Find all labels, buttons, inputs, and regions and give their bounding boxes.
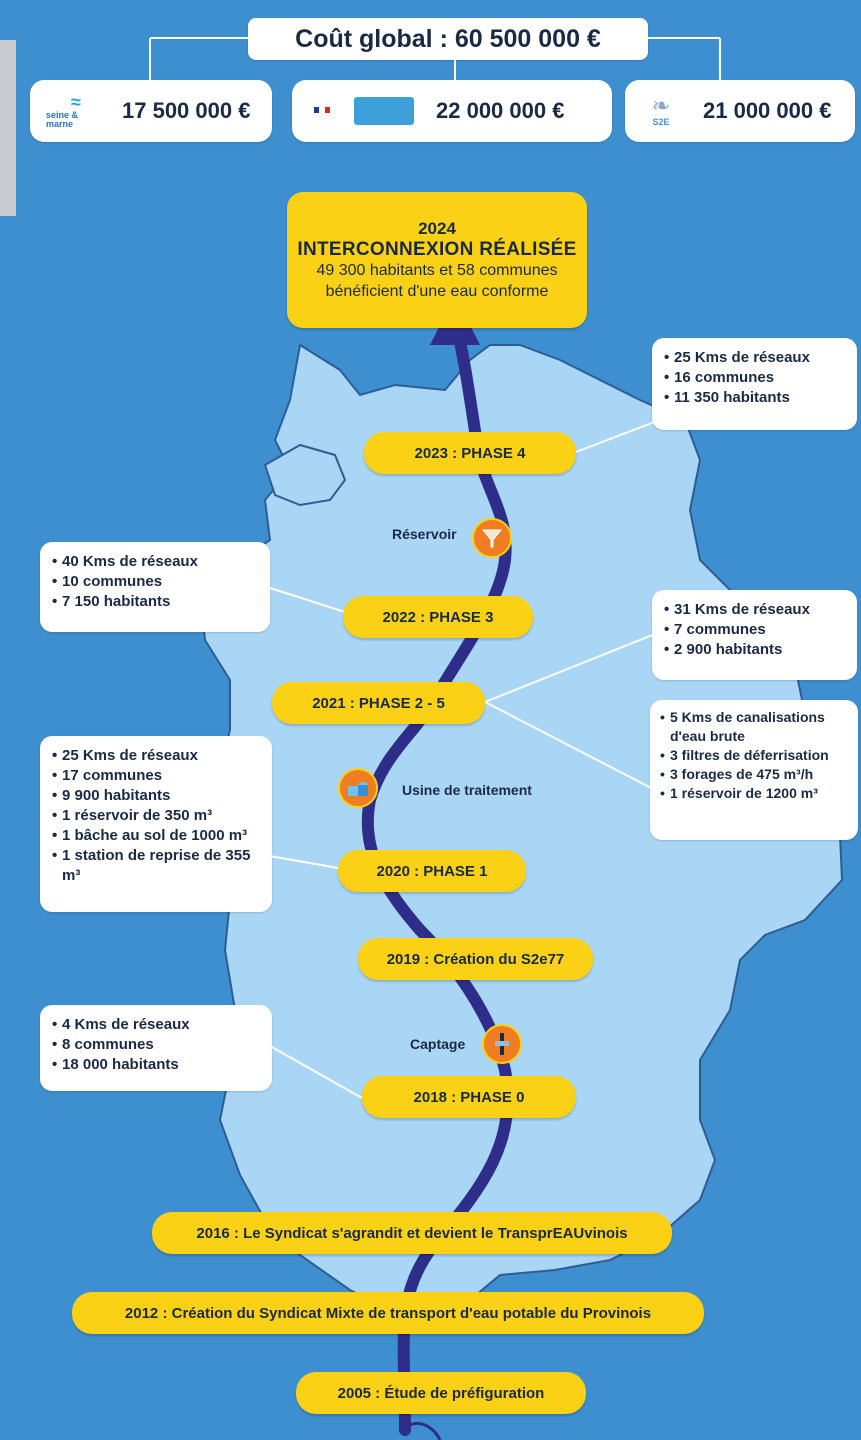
treatment-plant-label: Usine de traitement — [402, 782, 532, 798]
milestone-2022: 2022 : PHASE 3 — [343, 596, 533, 638]
milestone-2012: 2012 : Création du Syndicat Mixte de transport d'eau potable du Provinois — [72, 1292, 704, 1334]
seine-et-marne-logo — [46, 91, 106, 131]
info-phase2 — [652, 590, 857, 680]
logo-text: seine & marne — [46, 110, 79, 129]
milestone-2020: 2020 : PHASE 1 — [338, 850, 526, 892]
flag-icon — [314, 107, 330, 113]
funder-s2e77 — [625, 80, 855, 142]
milestone-year: 2024 — [418, 219, 456, 238]
info-item: • 7 communes — [664, 620, 845, 640]
milestone-title: INTERCONNEXION RÉALISÉE — [297, 239, 577, 260]
intake-label: Captage — [410, 1036, 466, 1052]
s2e-logo — [639, 88, 683, 134]
info-item: • 25 Kms de réseaux — [664, 348, 845, 368]
info-phase5 — [650, 700, 858, 840]
info-item: • 1 réservoir de 1200 m³ — [660, 784, 850, 803]
logo-text: S2E — [652, 117, 670, 127]
total-cost: Coût global : 60 500 000 € — [248, 18, 648, 60]
info-item: • 16 communes — [664, 368, 845, 388]
milestone-2021: 2021 : PHASE 2 - 5 — [272, 682, 485, 724]
info-item: • 10 communes — [52, 572, 258, 592]
drop-icon: ❧ — [651, 93, 671, 118]
info-item: • 1 station de reprise de 355 m³ — [52, 846, 260, 886]
reservoir-label: Réservoir — [392, 526, 457, 542]
republic-logo — [308, 98, 336, 124]
milestone-2016: 2016 : Le Syndicat s'agrandit et devient le TransprEAUvinois — [152, 1212, 672, 1254]
funder-seine-et-marne — [30, 80, 272, 142]
treatment-plant-icon — [338, 768, 378, 808]
milestone-subtitle: 49 300 habitants et 58 communes bénéficient d'une eau conforme — [316, 262, 558, 300]
milestone-2005: 2005 : Étude de préfiguration — [296, 1372, 586, 1414]
info-item: • 4 Kms de réseaux — [52, 1015, 260, 1035]
info-item: • 31 Kms de réseaux — [664, 600, 845, 620]
info-item: • 3 forages de 475 m³/h — [660, 765, 850, 784]
info-item: • 1 bâche au sol de 1000 m³ — [52, 826, 260, 846]
info-item: • 8 communes — [52, 1035, 260, 1055]
intake-icon — [482, 1024, 522, 1064]
milestone-2024 — [287, 192, 587, 328]
info-item: • 1 réservoir de 350 m³ — [52, 806, 260, 826]
info-item: • 40 Kms de réseaux — [52, 552, 258, 572]
info-item: • 18 000 habitants — [52, 1055, 260, 1075]
info-item: • 7 150 habitants — [52, 592, 258, 612]
funder-amount: 22 000 000 € — [436, 98, 565, 123]
wave-icon: ≈ — [71, 92, 81, 112]
info-phase4 — [652, 338, 857, 430]
info-item: • 17 communes — [52, 766, 260, 786]
funder-state-agency — [292, 80, 612, 142]
funder-amount: 17 500 000 € — [122, 98, 251, 123]
info-item: • 3 filtres de déferrisation — [660, 746, 850, 765]
info-item: • 11 350 habitants — [664, 388, 845, 408]
water-agency-logo — [354, 97, 414, 125]
info-item: • 25 Kms de réseaux — [52, 746, 260, 766]
info-item: • 2 900 habitants — [664, 640, 845, 660]
funder-amount: 21 000 000 € — [703, 98, 832, 123]
milestone-2023: 2023 : PHASE 4 — [364, 432, 576, 474]
info-phase3 — [40, 542, 270, 632]
info-phase0 — [40, 1005, 272, 1091]
info-item: • 5 Kms de canalisations d'eau brute — [660, 708, 850, 746]
map-island — [265, 445, 345, 505]
info-phase1 — [40, 736, 272, 912]
milestone-2018: 2018 : PHASE 0 — [362, 1076, 576, 1118]
reservoir-icon — [472, 518, 512, 558]
milestone-2019: 2019 : Création du S2e77 — [358, 938, 593, 980]
info-item: • 9 900 habitants — [52, 786, 260, 806]
